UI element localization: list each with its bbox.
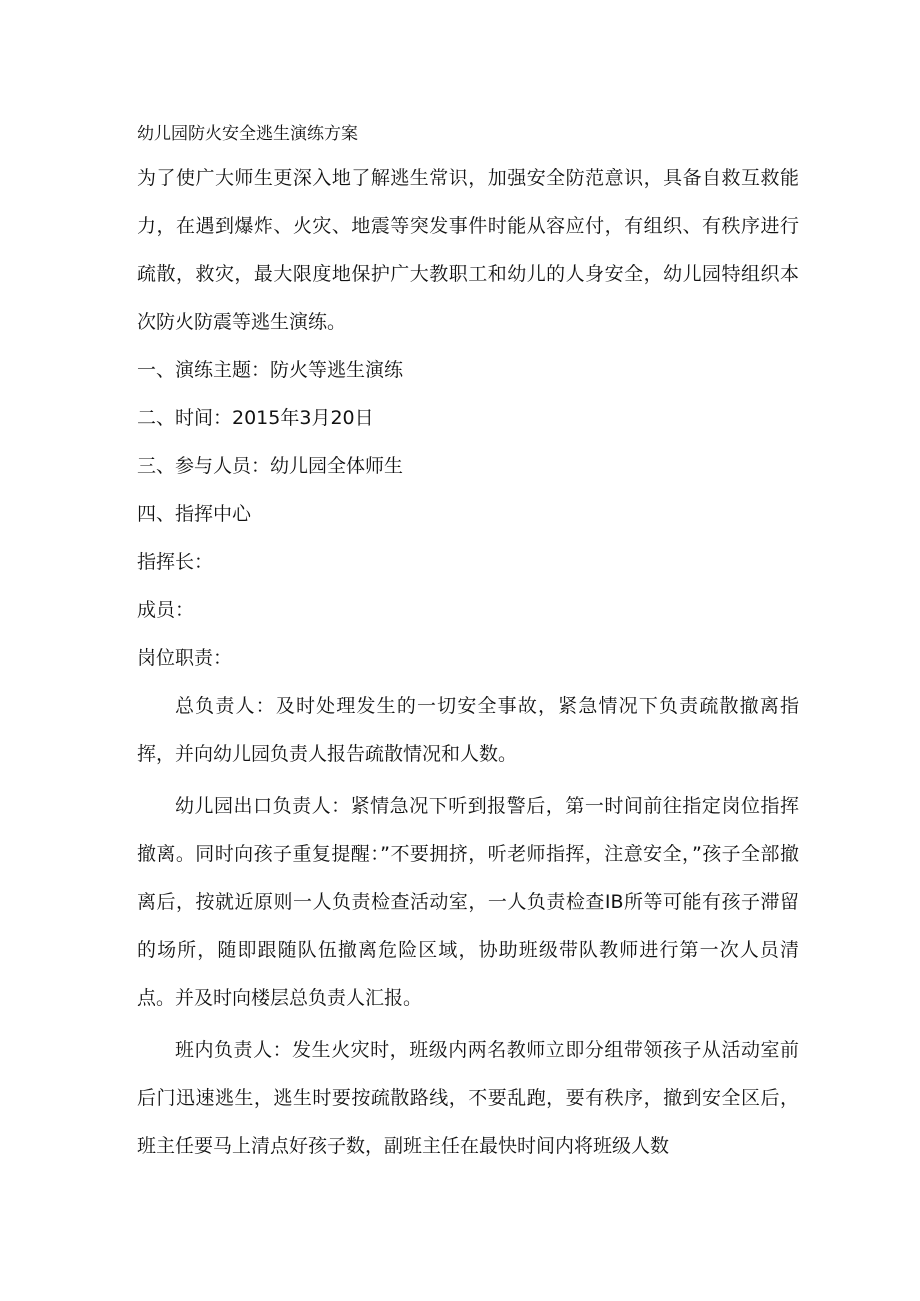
section-command-center: 四、指挥中心 [137, 503, 252, 525]
duty-paragraph-class: 班内负责人：发生火灾时，班级内两名教师立即分组带领孩子从活动室前后门迅速逃生，逃生时要按疏散路线，不要乱跑，要有秩序，撤到安全区后，班主任要马上清点好孩子数，副班主任在最快时间内将班级人数 [137, 1039, 799, 1157]
duty-paragraph-general: 总负责人：及时处理发生的一切安全事故，紧急情况下负责疏散撤离指挥，并向幼儿园负责人报告疏散情况和人数。 [137, 695, 799, 765]
section-participants: 三、参与人员：幼儿园全体师生 [137, 455, 404, 477]
section-theme: 一、演练主题：防火等逃生演练 [137, 359, 404, 381]
intro-paragraph: 为了使广大师生更深入地了解逃生常识，加强安全防范意识，具备自救互救能力，在遇到爆炸、火灾、地震等突发事件时能从容应付，有组织、有秩序进行疏散，救灾，最大限度地保护广大教职工和幼儿的人身安全，幼儿园特组织本次防火防震等逃生演练。 [137, 167, 799, 333]
duty-paragraph-exit: 幼儿园出口负责人：紧情急况下听到报警后，第一时间前往指定岗位指挥撤离。同时向孩子重复提醒：”不要拥挤，听老师指挥，注意安全，”孩子全部撤离后，按就近原则一人负责检查活动室，一人负责检查IB所等可能有孩子滞留的场所，随即跟随队伍撤离危险区域，协助班级带队教师进行第一次人员清点。并及时向楼层总负责人汇报。 [137, 795, 799, 1009]
document-body [137, 118, 799, 1170]
commander-label: 指挥长： [137, 551, 214, 573]
members-label: 成员： [137, 599, 195, 621]
section-time: 二、时间：2015年3月20日 [137, 407, 374, 429]
duties-label: 岗位职责： [137, 647, 233, 669]
document-title: 幼儿园防火安全逃生演练方案 [137, 124, 358, 144]
